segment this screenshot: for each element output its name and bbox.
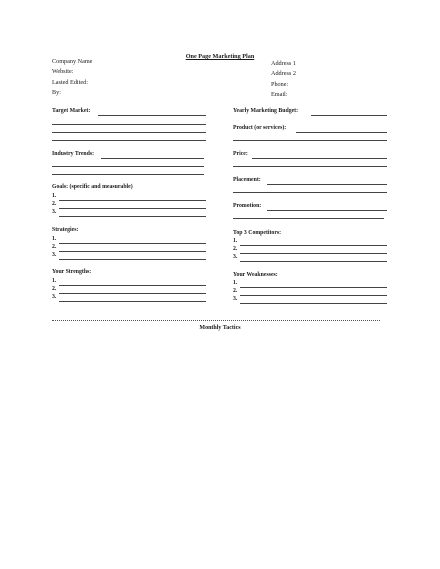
goal-number: 1. — [52, 193, 57, 199]
strategies-label: Strategies: — [52, 227, 79, 233]
budget-label: Yearly Marketing Budget: — [233, 108, 299, 114]
strategy-number: 3. — [52, 252, 57, 258]
strength-line[interactable] — [59, 285, 206, 286]
placement-line[interactable] — [267, 184, 387, 185]
target-market-line[interactable] — [52, 132, 206, 133]
weakness-line[interactable] — [240, 287, 387, 288]
competitor-line[interactable] — [240, 245, 387, 246]
strategy-number: 1. — [52, 236, 57, 242]
competitor-line[interactable] — [240, 253, 387, 254]
by-label: By: — [52, 88, 61, 96]
competitors-label: Top 3 Competitors: — [233, 230, 282, 236]
placement-label: Placement: — [233, 177, 261, 183]
weakness-number: 1. — [233, 280, 238, 286]
strength-line[interactable] — [59, 301, 206, 302]
budget-line[interactable] — [311, 115, 387, 116]
promotion-line[interactable] — [233, 218, 384, 219]
strength-number: 1. — [52, 278, 57, 284]
placement-line[interactable] — [233, 192, 387, 193]
price-line[interactable] — [233, 166, 387, 167]
competitor-number: 3. — [233, 254, 238, 260]
phone-label: Phone: — [271, 80, 289, 88]
weakness-number: 2. — [233, 288, 238, 294]
target-market-label: Target Market: — [52, 108, 91, 114]
strength-number: 2. — [52, 286, 57, 292]
industry-trends-label: Industry Trends: — [52, 151, 95, 157]
company-name-label: Company Name — [52, 58, 93, 65]
section-divider — [52, 320, 380, 321]
goal-line[interactable] — [59, 216, 206, 217]
address1-label: Address 1 — [271, 60, 296, 67]
product-line[interactable] — [296, 132, 387, 133]
header-left — [52, 57, 92, 98]
industry-trends-line[interactable] — [101, 158, 204, 159]
price-line[interactable] — [252, 158, 387, 159]
goals-label: Goals: (specific and measurable) — [52, 184, 133, 190]
strategy-line[interactable] — [59, 251, 206, 252]
competitor-number: 1. — [233, 238, 238, 244]
weaknesses-label: Your Weaknesses: — [233, 272, 278, 278]
price-label: Price: — [233, 151, 248, 157]
competitor-number: 2. — [233, 246, 238, 252]
last-edited-label: Lasted Edited: — [52, 78, 88, 86]
weakness-line[interactable] — [240, 303, 387, 304]
target-market-line[interactable] — [52, 140, 206, 141]
address2-label: Address 2 — [271, 70, 296, 78]
weakness-line[interactable] — [240, 295, 387, 296]
weakness-number: 3. — [233, 296, 238, 302]
strength-number: 3. — [52, 294, 57, 300]
goal-number: 3. — [52, 209, 57, 215]
promotion-label: Promotion: — [233, 203, 262, 209]
email-label: Email: — [271, 90, 288, 98]
monthly-tactics-heading: Monthly Tactics — [199, 325, 241, 331]
target-market-line[interactable] — [52, 124, 206, 125]
strategy-number: 2. — [52, 244, 57, 250]
product-line[interactable] — [233, 140, 387, 141]
goal-line[interactable] — [59, 208, 206, 209]
goal-line[interactable] — [59, 200, 206, 201]
industry-trends-line[interactable] — [52, 174, 204, 175]
website-label: Website: — [52, 68, 74, 76]
product-label: Product (or services): — [233, 125, 287, 131]
goal-number: 2. — [52, 201, 57, 207]
strengths-label: Your Strengths: — [52, 269, 92, 275]
promotion-line[interactable] — [267, 210, 387, 211]
industry-trends-line[interactable] — [52, 166, 204, 167]
strength-line[interactable] — [59, 293, 206, 294]
page-title: One Page Marketing Plan — [185, 53, 255, 60]
strategy-line[interactable] — [59, 259, 206, 260]
header-right — [271, 59, 296, 100]
target-market-line[interactable] — [98, 115, 206, 116]
competitor-line[interactable] — [240, 261, 387, 262]
strategy-line[interactable] — [59, 243, 206, 244]
